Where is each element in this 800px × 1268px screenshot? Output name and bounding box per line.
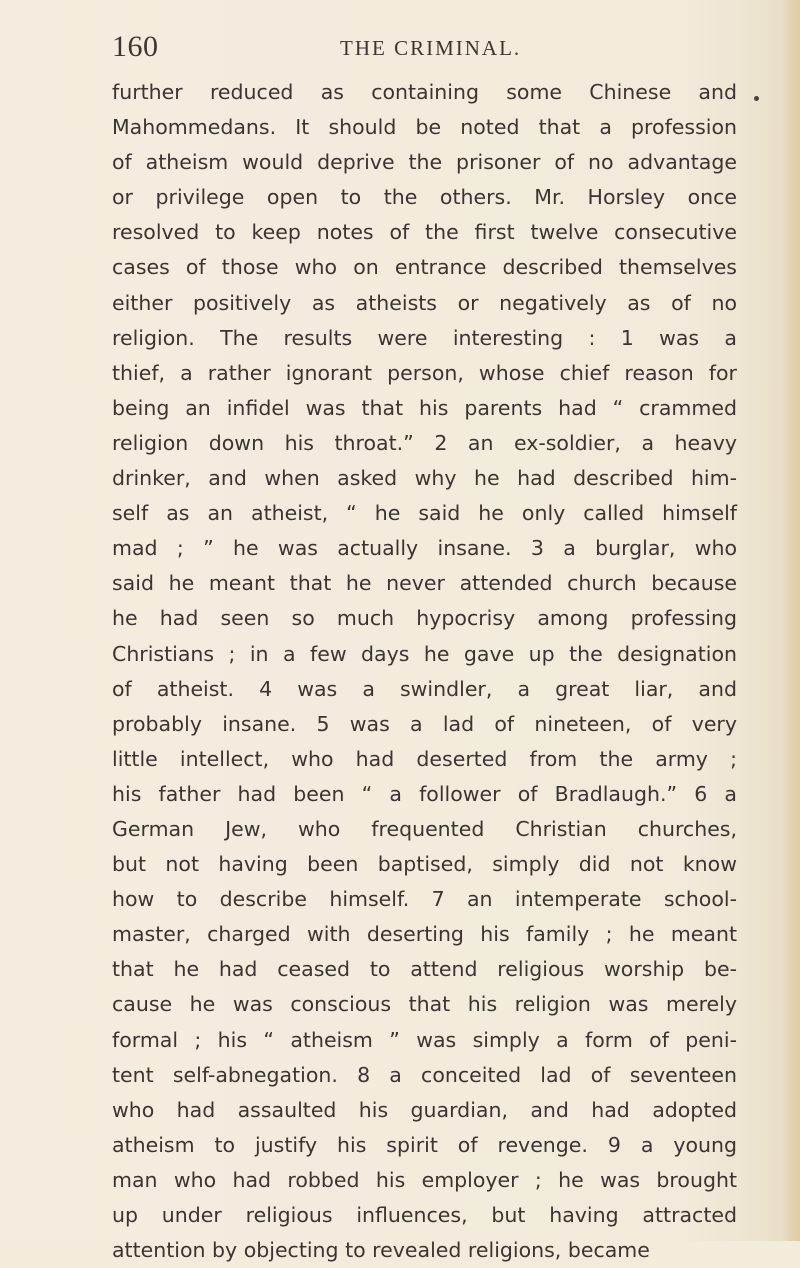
- running-title: THE CRIMINAL.: [340, 36, 522, 60]
- text-line: thief, a rather ignorant person, whose chief reason for: [112, 360, 737, 385]
- text-line: he had seen so much hypocrisy among professing: [112, 606, 737, 631]
- text-line: up under religious influences, but having attracted: [112, 1203, 737, 1227]
- text-line: being an infidel was that his parents had “ crammed: [112, 395, 737, 420]
- text-line: that he had ceased to attend religious worship be-: [112, 957, 737, 982]
- text-line: his father had been “ a follower of Bradlaugh.” 6 a: [112, 781, 737, 806]
- text-line: little intellect, who had deserted from the army ;: [112, 746, 737, 771]
- text-line: Christians ; in a few days he gave up the designation: [112, 641, 737, 666]
- text-line: or privilege open to the others. Mr. Horsley once: [112, 185, 737, 210]
- text-line: drinker, and when asked why he had described him-: [112, 466, 737, 491]
- page-edge-shadow: [782, 0, 800, 1241]
- body-text: [112, 75, 737, 1268]
- text-line: resolved to keep notes of the first twelve consecutive: [112, 220, 737, 245]
- text-line: either positively as atheists or negatively as of no: [112, 290, 737, 315]
- page-header: [112, 30, 732, 70]
- text-line: atheism to justify his spirit of revenge. 9 a young: [112, 1132, 737, 1157]
- text-line: who had assaulted his guardian, and had adopted: [112, 1097, 737, 1122]
- text-line: religion. The results were interesting : 1 was a: [112, 325, 737, 350]
- text-line: religion down his throat.” 2 an ex-soldier, a heavy: [112, 430, 737, 455]
- text-line: of atheist. 4 was a swindler, a great liar, and: [112, 676, 737, 701]
- text-line: master, charged with deserting his family ; he meant: [112, 922, 737, 947]
- text-line: tent self-abnegation. 8 a conceited lad of seventeen: [112, 1062, 737, 1087]
- page-number: 160: [112, 30, 159, 63]
- text-line: attention by objecting to revealed religions, became: [112, 1238, 650, 1263]
- text-line: formal ; his “ atheism ” was simply a form of peni-: [112, 1027, 737, 1052]
- text-line: self as an atheist, “ he said he only called himself: [112, 501, 737, 526]
- text-line: cases of those who on entrance described themselves: [112, 255, 737, 280]
- text-line: said he meant that he never attended church because: [112, 571, 737, 596]
- text-line: but not having been baptised, simply did not know: [112, 852, 737, 877]
- text-line: man who had robbed his employer ; he was brought: [112, 1167, 737, 1192]
- text-line: of atheism would deprive the prisoner of no advantage: [112, 150, 737, 175]
- text-line: mad ; ” he was actually insane. 3 a burglar, who: [112, 536, 737, 561]
- text-line: Mahommedans. It should be noted that a profession: [112, 115, 737, 140]
- text-line: German Jew, who frequented Christian churches,: [112, 816, 737, 841]
- text-line: further reduced as containing some Chinese and: [112, 80, 737, 104]
- text-line: cause he was conscious that his religion was merely: [112, 992, 737, 1017]
- text-line: how to describe himself. 7 an intemperate school-: [112, 887, 737, 912]
- ink-speck: [754, 96, 759, 101]
- text-line: probably insane. 5 was a lad of nineteen, of very: [112, 711, 737, 736]
